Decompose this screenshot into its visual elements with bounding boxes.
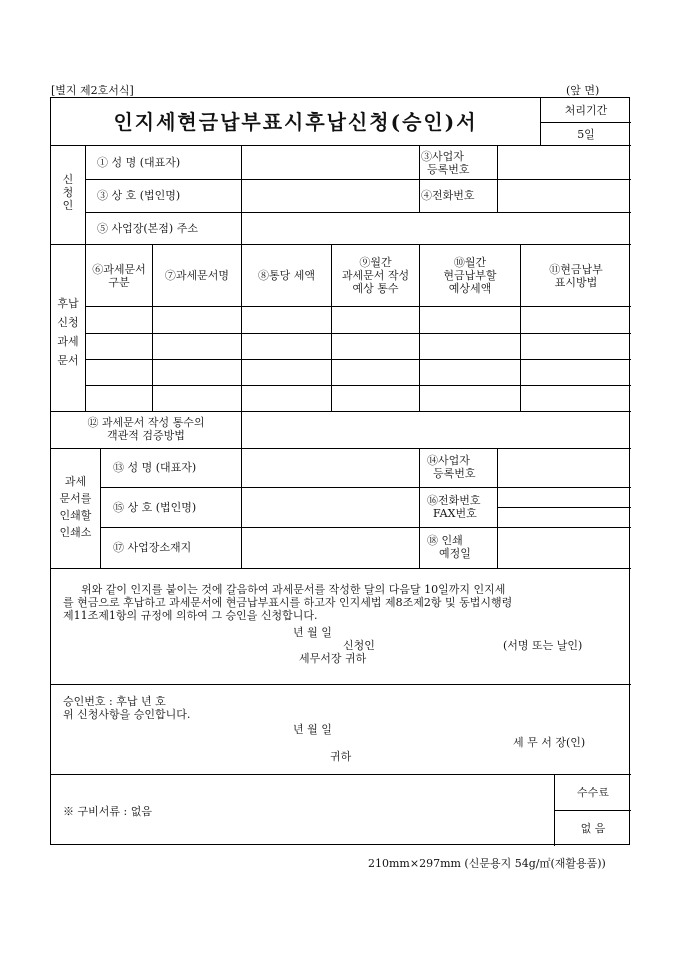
- applicant-business-reg-field[interactable]: [498, 146, 631, 179]
- processing-label: 처리기간: [564, 104, 608, 117]
- processing-value: 5일: [577, 128, 595, 141]
- printer-trade-name-label: ⑮ 상 호 (법인명): [113, 501, 197, 514]
- applicant-phone-field[interactable]: [498, 180, 631, 212]
- fee-value: 없 음: [580, 822, 606, 835]
- applicant-address-label: ⑤ 사업장(본점) 주소: [97, 222, 198, 235]
- applicant-name-field[interactable]: [242, 146, 419, 179]
- approval-date: 년 월 일: [293, 723, 332, 736]
- fee-label: 수수료: [577, 786, 609, 799]
- col-doc-type-header: ⑥과세문서 구분: [92, 263, 146, 289]
- applicant-name-label: ① 성 명 (대표자): [97, 156, 181, 169]
- statement-date: 년 월 일: [293, 626, 332, 639]
- applicant-trade-name-field[interactable]: [242, 180, 419, 212]
- col-payment-method-header: ⑪현금납부 표시방법: [549, 263, 603, 289]
- printer-name-label: ⑬ 성 명 (대표자): [113, 461, 197, 474]
- col-doc-name-header: ⑦과세문서명: [164, 269, 230, 282]
- statement-recipient: 세무서장 귀하: [299, 652, 367, 665]
- approval-text: 위 신청사항을 승인합니다.: [63, 708, 191, 721]
- applicant-section-label: 신 청 인: [62, 173, 74, 212]
- printer-section-label: 과세 문서를 인쇄할 인쇄소: [59, 475, 92, 539]
- statement-sign: (서명 또는 날인): [503, 639, 583, 652]
- verification-method-field[interactable]: [242, 412, 631, 448]
- paper-spec: 210mm×297mm (신문용지 54g/㎡(재활용품)): [368, 857, 606, 870]
- approval-number: 승인번호 : 후납 년 호: [63, 695, 166, 708]
- applicant-business-reg-label: ③사업자 등록번호: [421, 150, 470, 176]
- printer-location-label: ⑰ 사업장소재지: [113, 541, 192, 554]
- applicant-trade-name-label: ③ 상 호 (법인명): [97, 189, 181, 202]
- required-documents: ※ 구비서류 : 없음: [63, 805, 152, 818]
- approval-to: 귀하: [330, 750, 352, 763]
- documents-section-label: 후납 신청 과세 문서: [57, 297, 79, 367]
- page-side: (앞 면): [566, 84, 600, 97]
- statement-applicant: 신청인: [343, 639, 375, 652]
- col-monthly-count-header: ⑨월간 과세문서 작성 예상 통수: [341, 256, 410, 295]
- col-monthly-tax-header: ⑩월간 현금납부할 예상세액: [443, 256, 497, 295]
- printer-phone-label: ⑯전화번호 FAX번호: [427, 494, 481, 520]
- verification-method-label: ⑫ 과세문서 작성 통수의 객관적 검증방법: [87, 416, 205, 442]
- applicant-address-field[interactable]: [242, 213, 631, 244]
- form-title: 인지세현금납부표시후납신청(승인)서: [113, 110, 478, 134]
- printer-print-date-label: ⑱ 인쇄 예정일: [427, 534, 471, 560]
- statement-text: 위와 같이 인지를 붙이는 것에 갈음하여 과세문서를 작성한 달의 다음달 10일까지 인지세 를 현금으로 후납하고 과세문서에 현금납부표시를 하고자 인지세법 제8조제2항 및 동법시행령 제11조제1항의 규정에 의하여 그 승인을 신청합니다.: [63, 583, 513, 622]
- approval-chief: 세 무 서 장(인): [513, 736, 586, 749]
- form-number: [별지 제2호서식]: [51, 84, 134, 97]
- printer-business-reg-label: ⑭사업자 등록번호: [427, 454, 476, 480]
- applicant-phone-label: ④전화번호: [421, 189, 475, 202]
- application-form: [50, 97, 630, 845]
- col-tax-per-doc-header: ⑧통당 세액: [257, 269, 315, 282]
